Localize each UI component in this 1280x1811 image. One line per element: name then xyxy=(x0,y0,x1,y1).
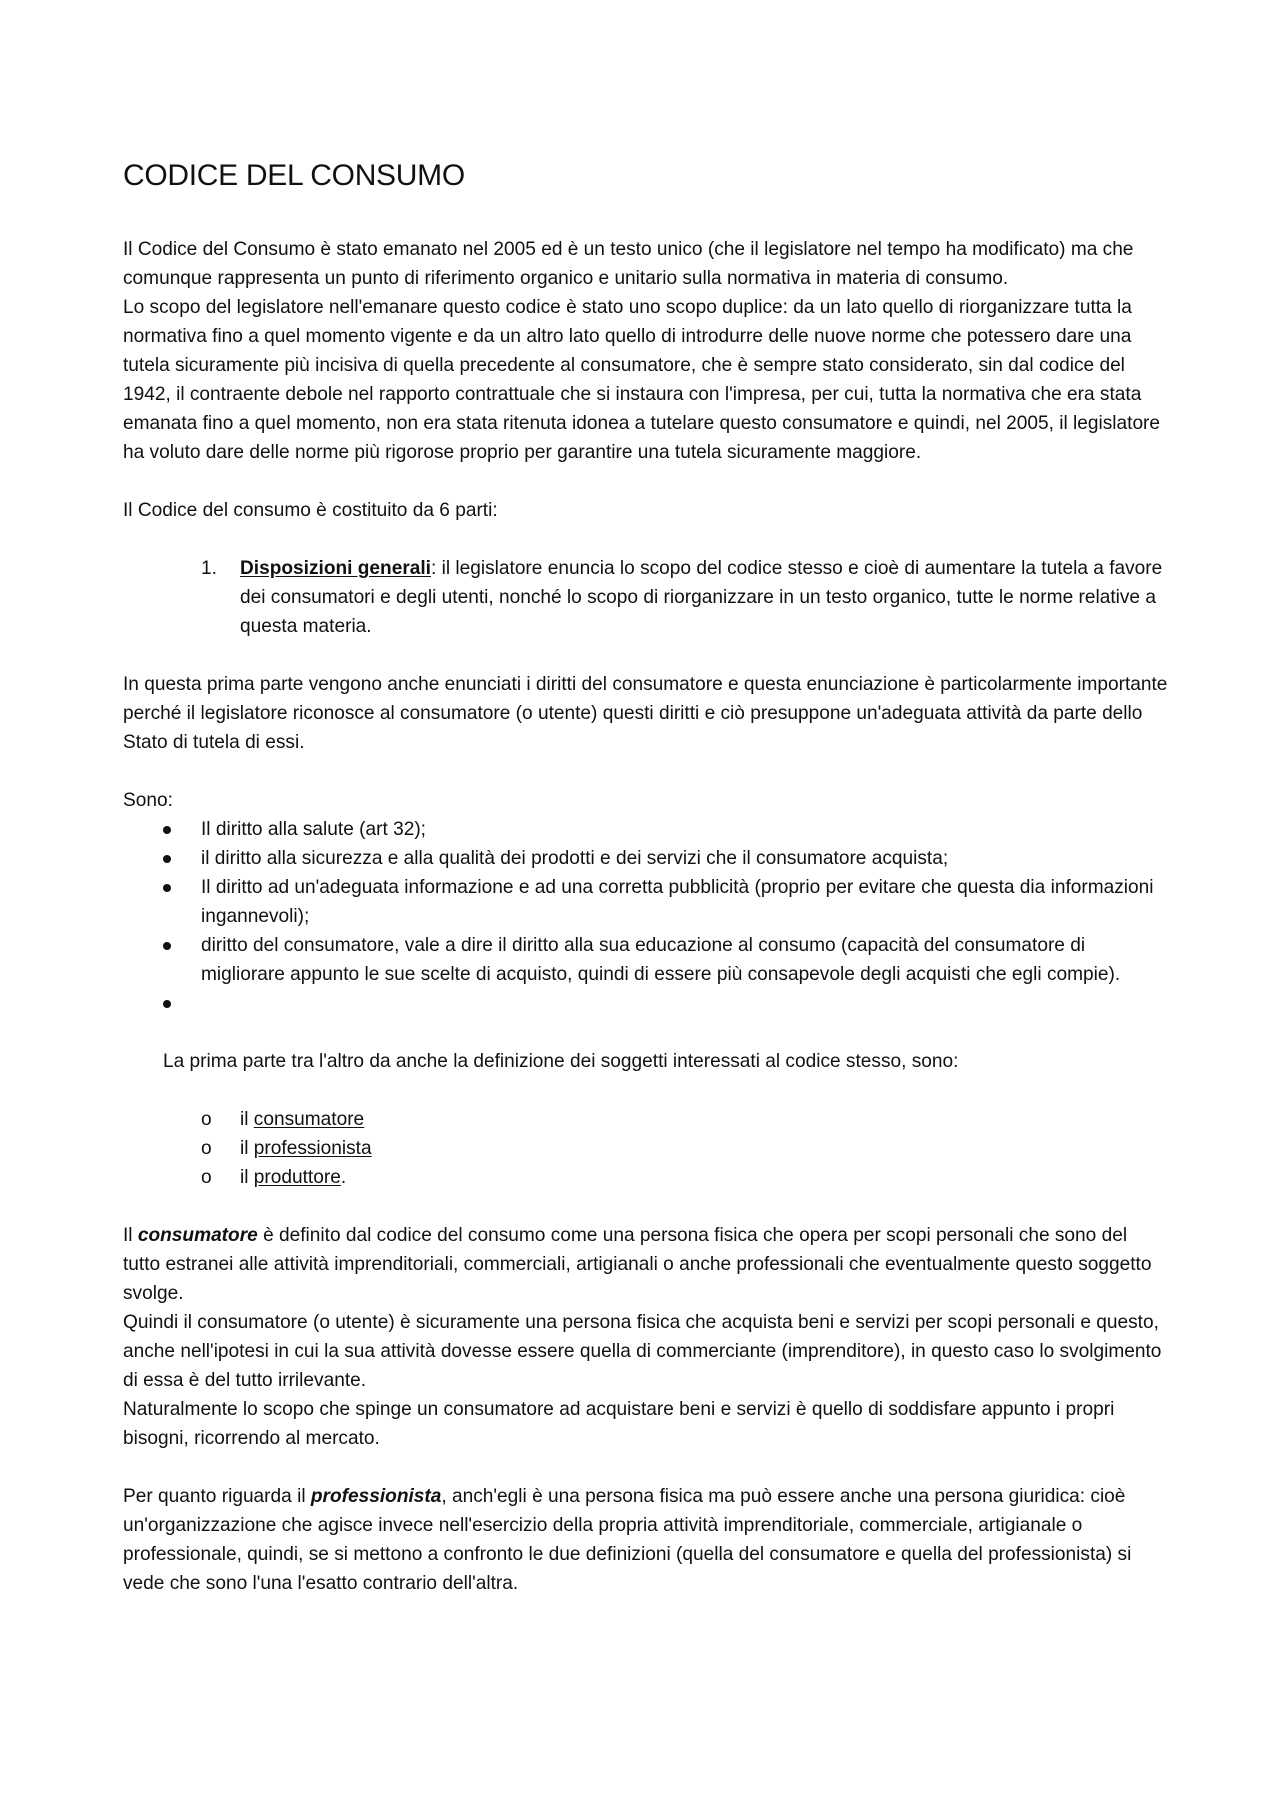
bullet-icon xyxy=(163,1000,171,1008)
list-item xyxy=(123,844,1168,873)
consumatore-text: è definito dal codice del consumo come una persona fisica che opera per scopi personali che sono del tutto estranei alle attività imprenditoriali, commerciali, artigianali o anche professionali che eventualmente questo soggetto svolge. xyxy=(123,1225,1152,1304)
parts-intro: Il Codice del consumo è costituito da 6 parti: xyxy=(123,500,498,521)
list-item xyxy=(123,873,1168,931)
right-text: il diritto alla sicurezza e alla qualità dei prodotti e dei servizi che il consumatore acquista; xyxy=(201,848,949,869)
right-text: Il diritto alla salute (art 32); xyxy=(201,819,426,840)
subject-suffix: . xyxy=(340,1167,347,1188)
intro-paragraph-2: Lo scopo del legislatore nell'emanare questo codice è stato uno scopo duplice: da un lato quello di riorganizzare tutta la normativa fino a quel momento vigente e da un altro lato quello di introdurre delle nuove norme che potessero dare una tutela sicuramente più incisiva di quella precedente al consumatore, che è sempre stato considerato, sin dal codice del 1942, il contraente debole nel rapporto contrattuale che si instaura con l'impresa, per cui, tutta la normativa che era stata emanata fino a quel momento, non era stata ritenuta idonea a tutelare questo consumatore e quindi, nel 2005, il legislatore ha voluto dare delle norme più rigorose proprio per garantire una tutela sicuramente maggiore. xyxy=(123,297,1161,463)
bullet-icon xyxy=(163,884,171,892)
document-body xyxy=(123,235,1168,1598)
professionista-prefix: Per quanto riguarda il xyxy=(123,1486,311,1507)
subject-prefix: il xyxy=(240,1138,254,1159)
list-item xyxy=(123,1134,1168,1163)
list-item xyxy=(123,815,1168,844)
circle-bullet-icon: o xyxy=(201,1109,212,1130)
spacer xyxy=(123,1192,1168,1221)
professionista-term: professionista xyxy=(310,1486,442,1507)
parts-list xyxy=(123,554,1168,641)
right-text: Il diritto ad un'adeguata informazione e ad una corretta pubblicità (proprio per evitare che questa dia informazioni ingannevoli); xyxy=(201,877,1154,927)
bullet-icon xyxy=(163,855,171,863)
consumatore-term: consumatore xyxy=(137,1225,258,1246)
consumatore-paragraph-2: Quindi il consumatore (o utente) è sicuramente una persona fisica che acquista beni e servizi per scopi personali e questo, anche nell'ipotesi in cui la sua attività dovesse essere quella di commerciante (imprenditore), in questo caso lo svolgimento di essa è del tutto irrilevante. xyxy=(123,1312,1162,1391)
bullet-icon xyxy=(163,826,171,834)
subject-prefix: il xyxy=(240,1109,254,1130)
list-number: 1. xyxy=(201,558,217,579)
spacer xyxy=(123,1076,1168,1105)
subject-term: produttore xyxy=(253,1167,341,1188)
subject-prefix: il xyxy=(240,1167,254,1188)
document-page xyxy=(123,0,1168,1811)
list-item xyxy=(123,554,1168,641)
list-item xyxy=(123,1105,1168,1134)
subjects-intro: La prima parte tra l'altro da anche la definizione dei soggetti interessati al codice stesso, sono: xyxy=(163,1051,959,1072)
list-item xyxy=(123,931,1168,989)
subjects-list xyxy=(123,1105,1168,1192)
spacer xyxy=(123,1018,1168,1047)
page-title: CODICE DEL CONSUMO xyxy=(123,159,465,192)
rights-intro: In questa prima parte vengono anche enunciati i diritti del consumatore e questa enunciazione è particolarmente importante perché il legislatore riconosce al consumatore (o utente) questi diritti e ciò presuppone un'adeguata attività da parte dello Stato di tutela di essi. xyxy=(123,674,1168,753)
consumatore-paragraph-3: Naturalmente lo scopo che spinge un consumatore ad acquistare beni e servizi è quello di soddisfare appunto i propri bisogni, ricorrendo al mercato. xyxy=(123,1399,1115,1449)
subject-term: consumatore xyxy=(253,1109,365,1130)
rights-list xyxy=(123,815,1168,1018)
part-term-disposizioni-generali: Disposizioni generali xyxy=(240,558,431,579)
spacer xyxy=(123,525,1168,554)
consumatore-definition xyxy=(123,1221,1168,1308)
circle-bullet-icon: o xyxy=(201,1138,212,1159)
spacer xyxy=(123,641,1168,670)
circle-bullet-icon: o xyxy=(201,1167,212,1188)
consumatore-prefix: Il xyxy=(123,1225,138,1246)
intro-paragraph-1: Il Codice del Consumo è stato emanato nel 2005 ed è un testo unico (che il legislatore nel tempo ha modificato) ma che comunque rappresenta un punto di riferimento organico e unitario sulla normativa in materia di consumo. xyxy=(123,239,1134,289)
bullet-icon xyxy=(163,942,171,950)
list-item xyxy=(123,989,1168,1018)
professionista-text: , anch'egli è una persona fisica ma può essere anche una persona giuridica: cioè un'organizzazione che agisce invece nell'esercizio della propria attività imprenditoriale, commerciale, artigianale o professionale, quindi, se si mettono a confronto le due definizioni (quella del consumatore e quella del professionista) si vede che sono l'una l'esatto contrario dell'altra. xyxy=(123,1486,1132,1594)
subject-term: professionista xyxy=(253,1138,372,1159)
spacer xyxy=(123,467,1168,496)
spacer xyxy=(123,1453,1168,1482)
rights-label: Sono: xyxy=(123,790,173,811)
list-item xyxy=(123,1163,1168,1192)
right-text: diritto del consumatore, vale a dire il diritto alla sua educazione al consumo (capacità del consumatore di migliorare appunto le sue scelte di acquisto, quindi di essere più consapevole degli acquisti che egli compie). xyxy=(201,935,1121,985)
professionista-definition xyxy=(123,1482,1168,1598)
spacer xyxy=(123,757,1168,786)
part-description: : il legislatore enuncia lo scopo del codice stesso e cioè di aumentare la tutela a favore dei consumatori e degli utenti, nonché lo scopo di riorganizzare in un testo organico, tutte le norme relative a questa materia. xyxy=(240,558,1163,637)
